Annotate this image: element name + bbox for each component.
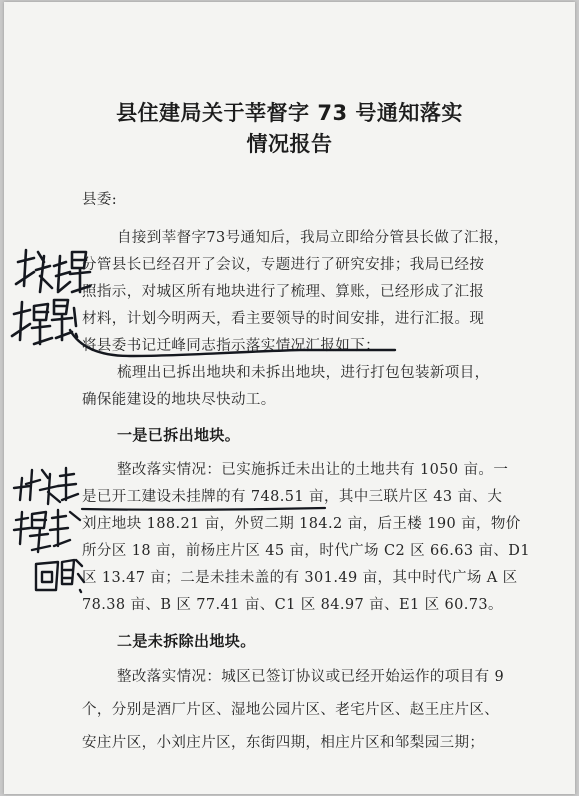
body-line: 梳理出已拆出地块和未拆出地块，进行打包包装新项目， bbox=[117, 365, 490, 381]
section-line: 整改落实情况：城区已签订协议或已经开始运作的项目有 9 bbox=[117, 669, 505, 685]
section-line: 区 13.47 亩；二是未挂未盖的有 301.49 亩，其中时代广场 A 区 bbox=[82, 570, 518, 586]
section-line: 刘庄地块 188.21 亩，外贸二期 184.2 亩，后王楼 190 亩，物价 bbox=[82, 516, 521, 532]
section-line: 整改落实情况：已实施拆迁未出让的土地共有 1050 亩。一 bbox=[117, 462, 509, 478]
section-line: 安庄片区，小刘庄片区，东街四期，相庄片区和邹梨园三期； bbox=[82, 735, 485, 751]
body-line: 照指示，对城区所有地块进行了梳理、算账，已经形成了汇报 bbox=[82, 284, 485, 300]
ink-underline-swoop bbox=[70, 330, 395, 356]
section-heading: 二是未拆除出地块。 bbox=[117, 632, 256, 650]
body-line: 自接到莘督字73号通知后，我局立即给分管县长做了汇报， bbox=[117, 230, 509, 246]
salutation: 县委: bbox=[82, 192, 118, 208]
section-line: 78.38 亩、B 区 77.41 亩、C1 区 84.97 亩、E1 区 60.73。 bbox=[82, 597, 503, 613]
body-line: 材料，计划今明两天，看主要领导的时间安排，进行汇报。现 bbox=[82, 311, 485, 327]
ink-underline bbox=[82, 508, 325, 510]
section-heading: 一是已拆出地块。 bbox=[117, 426, 241, 444]
body-line: 将县委书记迁峰同志指示落实情况汇报如下： bbox=[82, 338, 380, 354]
body-line: 分管县长已经召开了会议，专题进行了研究安排；我局已经按 bbox=[82, 257, 485, 273]
handwritten-note-middle bbox=[14, 468, 84, 592]
section-line: 是已开工建设未挂牌的有 748.51 亩，其中三联片区 43 亩、大 bbox=[82, 489, 503, 505]
body-line: 确保能建设的地块尽快动工。 bbox=[82, 392, 276, 408]
section-line: 个，分别是酒厂片区、湿地公园片区、老宅片区、赵王庄片区、 bbox=[82, 702, 500, 718]
page-title: 县住建局关于莘督字 73 号通知落实 bbox=[116, 101, 463, 125]
section-line: 所分区 18 亩，前杨庄片区 45 亩，时代广场 C2 区 66.63 亩、D1 bbox=[82, 543, 530, 559]
handwritten-note-top bbox=[12, 250, 90, 344]
page-title-line2: 情况报告 bbox=[246, 132, 333, 156]
